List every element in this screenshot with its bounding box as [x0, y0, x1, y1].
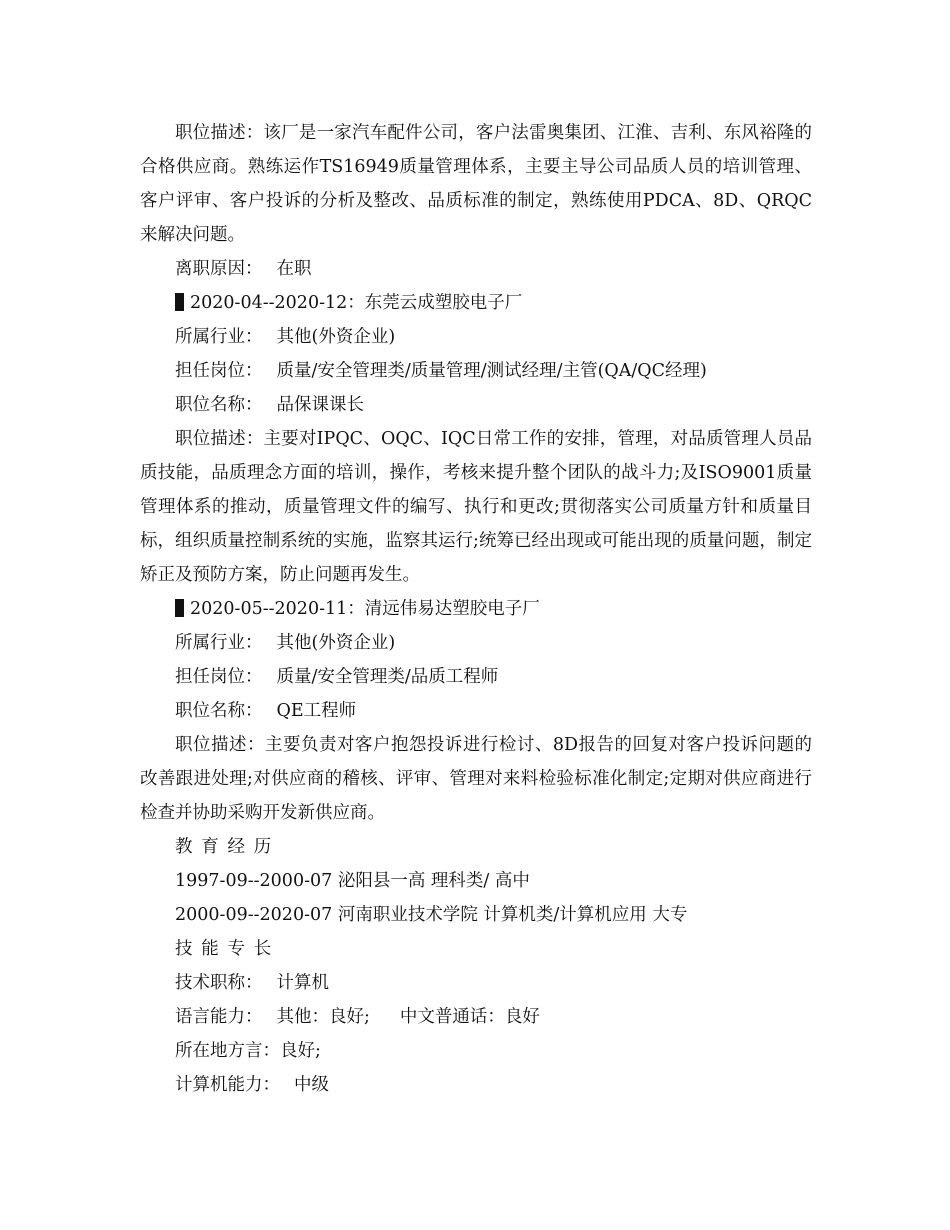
- job3-industry: [140, 626, 812, 660]
- bullet-marker-icon: [175, 293, 184, 311]
- job2-industry: [140, 320, 812, 354]
- computer-skill-label: 计算机能力：: [175, 1075, 280, 1095]
- job3-title: [140, 694, 812, 728]
- industry-label: 所属行业：: [175, 327, 263, 347]
- title-label: 职位名称：: [175, 395, 263, 415]
- dialect-row: 所在地方言：良好;: [175, 1041, 321, 1061]
- tech-title-label: 技术职称：: [175, 973, 263, 993]
- tech-title-row: [140, 966, 812, 1000]
- job2-post: [140, 354, 812, 388]
- computer-skill-value: 中级: [294, 1075, 329, 1095]
- job3-description: 职位描述：主要负责对客户抱怨投诉进行检讨、8D报告的回复对客户投诉问题的改善跟进处理;对供应商的稽核、评审、管理对来料检验标准化制定;定期对供应商进行检查并协助采购开发新供应商。: [140, 735, 812, 823]
- job3-header: [140, 592, 812, 626]
- resume-page: [140, 116, 812, 1102]
- post-label: 担任岗位：: [175, 361, 263, 381]
- language-row: [140, 1000, 812, 1034]
- job2-header-text: 2020-04--2020-12：东莞云成塑胶电子厂: [190, 293, 523, 313]
- job2-description: 职位描述：主要对IPQC、OQC、IQC日常工作的安排，管理，对品质管理人员品质技能，品质理念方面的培训，操作，考核来提升整个团队的战斗力;及ISO9001质量管理体系的推动，质量管理文件的编写、执行和更改;贯彻落实公司质量方针和质量目标，组织质量控制系统的实施，监察其运行;统筹已经出现或可能出现的质量问题，制定矫正及预防方案，防止问题再发生。: [140, 429, 812, 585]
- industry-label: 所属行业：: [175, 633, 263, 653]
- tech-title-value: 计算机: [276, 973, 329, 993]
- education-heading: 教育经历: [175, 837, 280, 857]
- bullet-marker-icon: [175, 599, 184, 617]
- job1-leave-reason: [140, 252, 812, 286]
- job3-post: [140, 660, 812, 694]
- education-item: 1997-09--2000-07 泌阳县一高 理科类/ 高中: [175, 871, 530, 891]
- language-value-mandarin: 中文普通话：良好: [399, 1007, 540, 1027]
- leave-reason-label: 离职原因：: [175, 259, 263, 279]
- language-value-other: 其他：良好;: [276, 1007, 370, 1027]
- industry-value: 其他(外资企业): [276, 633, 396, 653]
- job2-header: [140, 286, 812, 320]
- post-label: 担任岗位：: [175, 667, 263, 687]
- skills-heading: 技能专长: [175, 939, 280, 959]
- title-value: 品保课课长: [276, 395, 364, 415]
- post-value: 质量/安全管理类/质量管理/测试经理/主管(QA/QC经理): [276, 361, 707, 381]
- post-value: 质量/安全管理类/品质工程师: [276, 667, 499, 687]
- education-item: 2000-09--2020-07 河南职业技术学院 计算机类/计算机应用 大专: [175, 905, 688, 925]
- industry-value: 其他(外资企业): [276, 327, 396, 347]
- job2-title: [140, 388, 812, 422]
- language-label: 语言能力：: [175, 1007, 263, 1027]
- computer-skill-row: [140, 1068, 812, 1102]
- title-label: 职位名称：: [175, 701, 263, 721]
- job1-description: 职位描述：该厂是一家汽车配件公司，客户法雷奥集团、江淮、吉利、东风裕隆的合格供应商。熟练运作TS16949质量管理体系，主要主导公司品质人员的培训管理、客户评审、客户投诉的分析及整改、品质标准的制定，熟练使用PDCA、8D、QRQC来解决问题。: [140, 123, 812, 245]
- title-value: QE工程师: [276, 701, 357, 721]
- leave-reason-value: 在职: [276, 259, 312, 279]
- job3-header-text: 2020-05--2020-11：清远伟易达塑胶电子厂: [190, 599, 540, 619]
